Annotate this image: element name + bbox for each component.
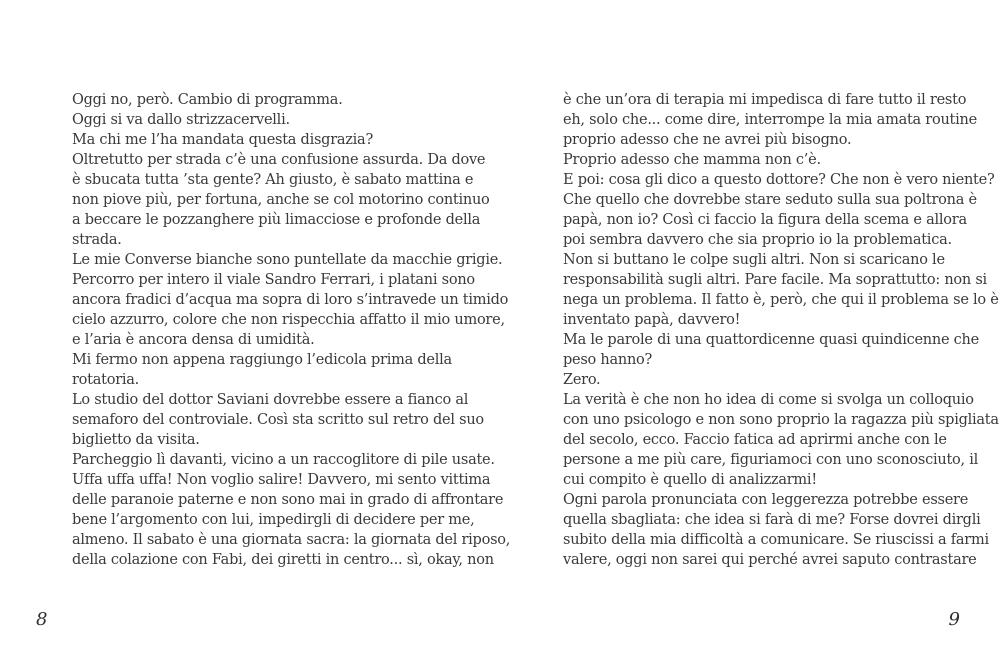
text-line: E poi: cosa gli dico a questo dottore? Che non è vero niente? [563, 172, 995, 188]
left-page-text [72, 90, 522, 570]
text-line: cielo azzurro, colore che non rispecchia affatto il mio umore, [72, 312, 505, 328]
text-line: e l’aria è ancora densa di umidità. [72, 332, 315, 348]
text-line: ancora fradici d’acqua ma sopra di loro s’intravede un timido [72, 292, 509, 308]
text-line: Oltretutto per strada c’è una confusione assurda. Da dove [72, 152, 486, 168]
text-line: Mi fermo non appena raggiungo l’edicola prima della [72, 352, 452, 368]
text-line: Parcheggio lì davanti, vicino a un raccoglitore di pile usate. [72, 452, 495, 468]
text-line: Oggi si va dallo strizzacervelli. [72, 112, 290, 128]
text-line: peso hanno? [563, 352, 653, 368]
text-line: è che un’ora di terapia mi impedisca di fare tutto il resto [563, 92, 967, 108]
text-line: biglietto da visita. [72, 432, 200, 448]
text-line: bene l’argomento con lui, impedirgli di decidere per me, [72, 512, 475, 528]
text-line: Ma chi me l’ha mandata questa disgrazia? [72, 132, 373, 148]
text-line: responsabilità sugli altri. Pare facile. Ma soprattutto: non si [563, 272, 987, 288]
text-line: della colazione con Fabi, dei giretti in centro... sì, okay, non [72, 552, 494, 568]
left-page-number: 8 [36, 609, 48, 630]
text-line: nega un problema. Il fatto è, però, che qui il problema se lo è [563, 292, 999, 308]
text-line: proprio adesso che ne avrei più bisogno. [563, 132, 852, 148]
text-line: non piove più, per fortuna, anche se col motorino continuo [72, 192, 490, 208]
text-line: semaforo del controviale. Così sta scritto sul retro del suo [72, 412, 484, 428]
text-line: del secolo, ecco. Faccio fatica ad aprirmi anche con le [563, 432, 947, 448]
text-line: Le mie Converse bianche sono puntellate da macchie grigie. [72, 252, 503, 268]
text-line: Zero. [563, 372, 601, 388]
text-line: La verità è che non ho idea di come si svolga un colloquio [563, 392, 974, 408]
text-line: almeno. Il sabato è una giornata sacra: la giornata del riposo, [72, 532, 511, 548]
text-line: papà, non io? Così ci faccio la figura della scema e allora [563, 212, 967, 228]
text-line: persone a me più care, figuriamoci con uno sconosciuto, il [563, 452, 978, 468]
right-page-number: 9 [948, 609, 960, 630]
text-line: Proprio adesso che mamma non c’è. [563, 152, 821, 168]
text-line: Ma le parole di una quattordicenne quasi quindicenne che [563, 332, 979, 348]
text-line: poi sembra davvero che sia proprio io la problematica. [563, 232, 952, 248]
text-line: a beccare le pozzanghere più limacciose e profonde della [72, 212, 481, 228]
text-line: eh, solo che... come dire, interrompe la mia amata routine [563, 112, 977, 128]
text-line: delle paranoie paterne e non sono mai in grado di affrontare [72, 492, 504, 508]
text-line: rotatoria. [72, 372, 140, 388]
text-line: con uno psicologo e non sono proprio la ragazza più spigliata [563, 412, 999, 428]
text-line: quella sbagliata: che idea si farà di me? Forse dovrei dirgli [563, 512, 981, 528]
text-line: inventato papà, davvero! [563, 312, 741, 328]
text-line: Oggi no, però. Cambio di programma. [72, 92, 343, 108]
text-line: Non si buttano le colpe sugli altri. Non si scaricano le [563, 252, 945, 268]
text-line: Uffa uffa uffa! Non voglio salire! Davvero, mi sento vittima [72, 472, 491, 488]
text-line: strada. [72, 232, 122, 248]
text-line: valere, oggi non sarei qui perché avrei saputo contrastare [563, 552, 977, 568]
text-line: subito della mia difficoltà a comunicare. Se riuscissi a farmi [563, 532, 989, 548]
text-line: Lo studio del dottor Saviani dovrebbe essere a fianco al [72, 392, 469, 408]
right-page-text [563, 90, 999, 570]
text-line: Ogni parola pronunciata con leggerezza potrebbe essere [563, 492, 969, 508]
text-line: Percorro per intero il viale Sandro Ferrari, i platani sono [72, 272, 475, 288]
text-line: è sbucata tutta ’sta gente? Ah giusto, è sabato mattina e [72, 172, 474, 188]
text-line: cui compito è quello di analizzarmi! [563, 472, 817, 488]
text-line: Che quello che dovrebbe stare seduto sulla sua poltrona è [563, 192, 977, 208]
